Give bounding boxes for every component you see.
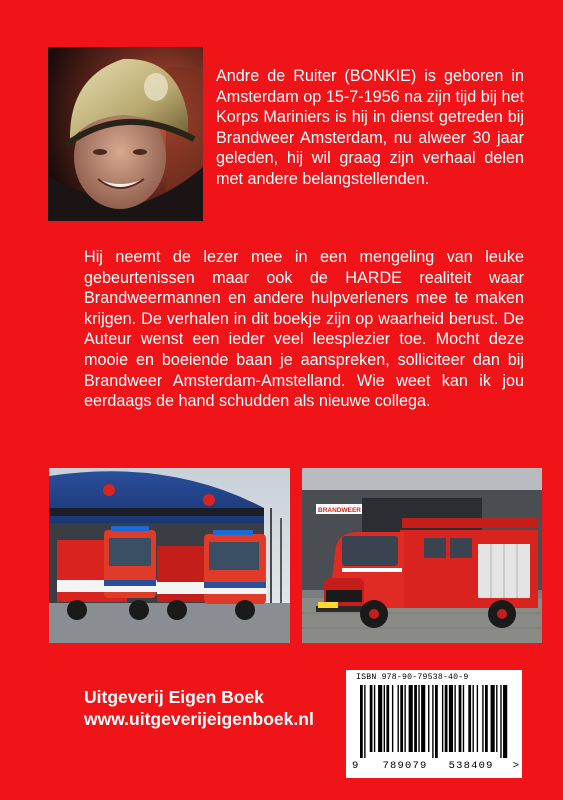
barcode-bar xyxy=(409,685,413,752)
fire-station-photo xyxy=(49,468,290,643)
author-bio: Andre de Ruiter (BONKIE) is geboren in Amsterdam op 15-7-1956 na zijn tijd bij het Korps Mariniers is hij in dienst getreden bij Brandweer Amsterdam, nu alweer 30 jaar geleden, hij wil graag zijn verhaal delen met andere belangstellenden. xyxy=(216,67,524,188)
barcode-bar xyxy=(432,685,433,758)
barcode-bar xyxy=(428,685,429,752)
ean-digits xyxy=(352,760,520,772)
barcode-bar xyxy=(400,685,403,752)
barcode-bar xyxy=(418,685,419,752)
ean-left-group: 789079 xyxy=(382,760,428,772)
barcode-bar xyxy=(482,685,483,752)
barcode-bar xyxy=(392,685,393,752)
barcode-bar xyxy=(503,685,507,758)
classic-fire-truck-photo xyxy=(302,468,542,643)
barcode-bar xyxy=(468,685,471,752)
barcode-bar xyxy=(360,685,363,758)
isbn-barcode xyxy=(346,670,522,778)
barcode-bar xyxy=(500,685,501,758)
author-portrait-illustration xyxy=(48,47,203,221)
barcode-bar xyxy=(477,685,478,752)
barcode-bar xyxy=(386,685,389,752)
fire-station-illustration xyxy=(49,468,290,643)
barcode-bar xyxy=(378,685,382,752)
barcode-bar xyxy=(491,685,495,752)
isbn-label: ISBN 978-90-79538-40-9 xyxy=(356,673,469,682)
publisher-website: www.uitgeverijeigenboek.nl xyxy=(84,709,314,729)
book-blurb: Hij neemt de lezer mee in een mengeling van leuke gebeurtenissen maar ook de HARDE realiteit waar Brandweermannen en andere hulpverleners mee te maken krijgen. De verhalen in dit boekje zijn op waarheid berust. De Auteur wenst een ieder veel leesplezier toe. Mocht deze mooie en boeiende baan je aanspreken, solliciteer dan bij Brandweer Amsterdam-Amstelland. Wie weet kan ik jou eerdaags de hand schudden als nieuwe collega. xyxy=(84,248,524,411)
publisher-info xyxy=(84,686,314,730)
barcode-bars xyxy=(360,685,510,758)
classic-fire-truck-illustration xyxy=(302,468,542,643)
barcode-bar xyxy=(459,685,462,752)
barcode-bar xyxy=(449,685,453,752)
barcode-bar xyxy=(454,685,455,752)
barcode-bar xyxy=(414,685,417,752)
barcode-bar xyxy=(445,685,448,752)
barcode-bar xyxy=(442,685,443,752)
barcode-bar xyxy=(421,685,425,752)
barcode-bar xyxy=(473,685,474,752)
barcode-bar xyxy=(496,685,497,752)
barcode-bar xyxy=(384,685,385,752)
barcode-bar xyxy=(374,685,375,752)
publisher-name: Uitgeverij Eigen Boek xyxy=(84,687,264,707)
barcode-bar xyxy=(404,685,405,752)
author-photo xyxy=(48,47,203,221)
brandweer-sign-text: BRANDWEER xyxy=(318,507,361,514)
barcode-bar xyxy=(435,685,438,758)
ean-right-group: 538409 xyxy=(448,760,494,772)
barcode-bar xyxy=(370,685,373,752)
ean-first-digit: 9 xyxy=(352,760,360,772)
barcode-bar xyxy=(485,685,488,752)
barcode-bar xyxy=(364,685,365,758)
barcode-bar xyxy=(398,685,399,752)
barcode-bar xyxy=(463,685,464,752)
ean-end-mark: > xyxy=(512,760,521,772)
